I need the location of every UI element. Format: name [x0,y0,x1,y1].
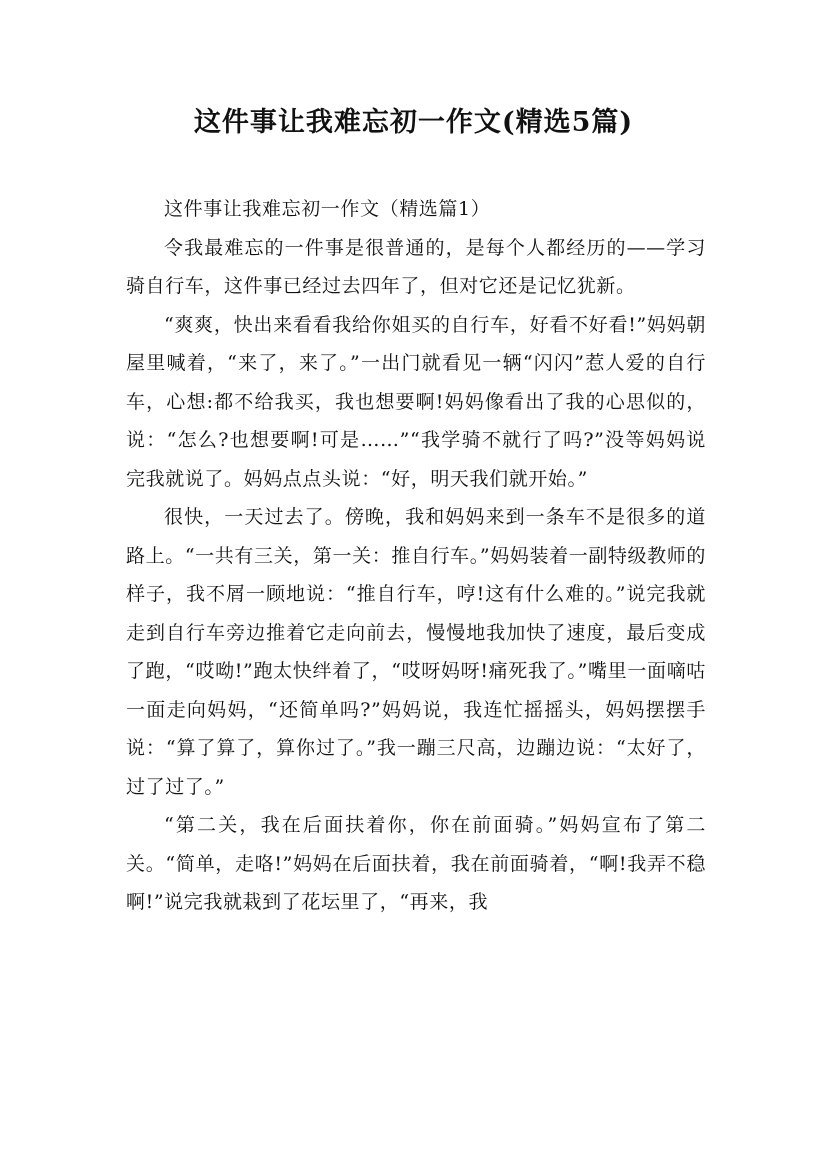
document-body [126,190,706,922]
paragraph: 令我最难忘的一件事是很普通的，是每个人都经历的——学习骑自行车，这件事已经过去四年了，但对它还是记忆犹新。 [126,236,706,297]
paragraph: 很快，一天过去了。傍晚，我和妈妈来到一条车不是很多的道路上。“一共有三关，第一关：推自行车。”妈妈装着一副特级教师的样子，我不屑一顾地说：“推自行车，哼!这有什么难的。”说完我就走到自行车旁边推着它走向前去，慢慢地我加快了速度，最后变成了跑，“哎呦!”跑太快绊着了，“哎呀妈呀!痛死我了。”嘴里一面嘀咕一面走向妈妈，“还简单吗?”妈妈说，我连忙摇摇头，妈妈摆摆手说：“算了算了，算你过了。”我一蹦三尺高，边蹦边说：“太好了，过了过了。” [126,506,706,798]
document-title: 这件事让我难忘初一作文(精选5篇) [193,107,634,138]
paragraph: “爽爽，快出来看看我给你姐买的自行车，好看不好看!”妈妈朝屋里喊着，“来了，来了。”一出门就看见一辆“闪闪”惹人爱的自行车，心想:都不给我买，我也想要啊!妈妈像看出了我的心思似的，说：“怎么?也想要啊!可是……”“我学骑不就行了吗?”没等妈妈说完我就说了。妈妈点点头说：“好，明天我们就开始。” [126,313,706,490]
paragraph: “第二关，我在后面扶着你，你在前面骑。”妈妈宣布了第二关。“简单，走咯!”妈妈在后面扶着，我在前面骑着，“啊!我弄不稳啊!”说完我就栽到了花坛里了，“再来，我 [126,814,706,913]
section-heading: 这件事让我难忘初一作文（精选篇1） [164,198,491,220]
